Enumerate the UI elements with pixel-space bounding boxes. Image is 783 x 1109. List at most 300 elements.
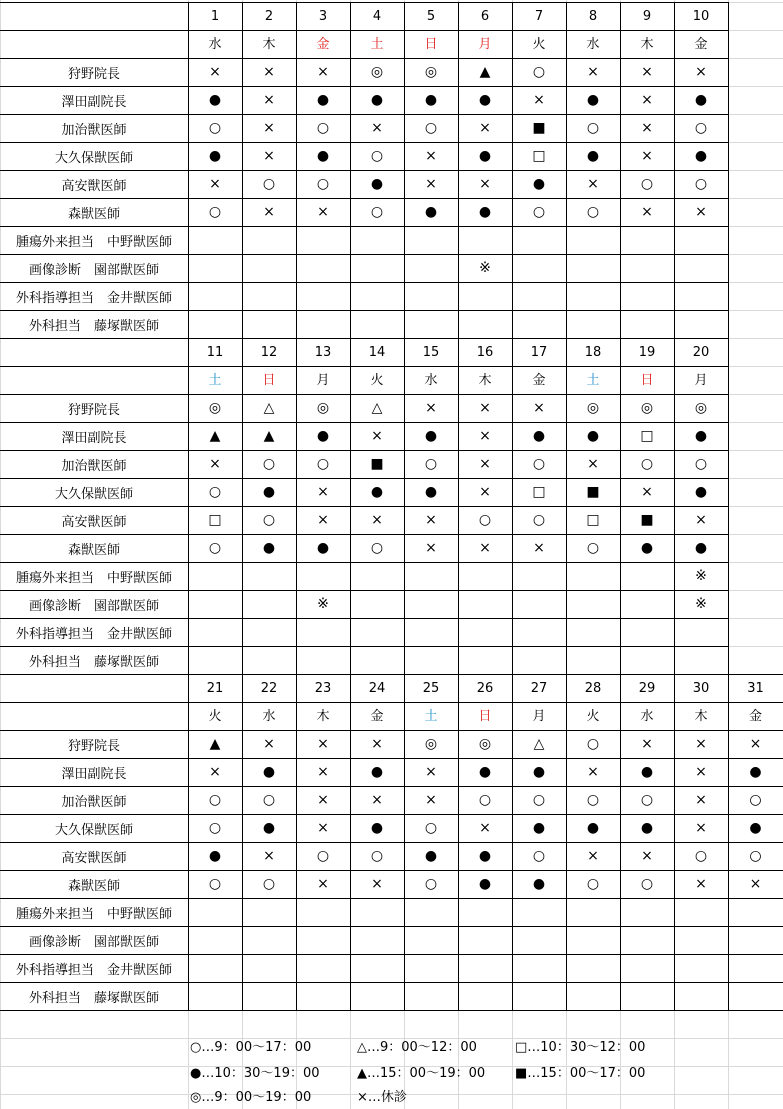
grid-line <box>0 870 783 871</box>
schedule-mark: × <box>641 64 653 80</box>
schedule-mark: ● <box>694 484 708 500</box>
schedule-mark: ○ <box>532 204 546 220</box>
schedule-mark: ● <box>532 428 546 444</box>
day-number: 3 <box>318 8 328 24</box>
grid-line <box>0 926 783 927</box>
schedule-mark: × <box>263 848 275 864</box>
day-number: 21 <box>206 680 224 696</box>
grid-line <box>0 646 728 647</box>
schedule-mark: ○ <box>316 120 330 136</box>
schedule-mark: ○ <box>586 204 600 220</box>
grid-line <box>0 786 783 787</box>
schedule-mark: × <box>479 456 491 472</box>
schedule-mark: × <box>749 876 762 892</box>
weekday-label: 火 <box>532 36 546 52</box>
grid-line <box>0 366 728 367</box>
schedule-mark: ◎ <box>424 736 438 752</box>
schedule-mark: □ <box>208 512 222 528</box>
grid-line <box>0 758 783 759</box>
schedule-mark: ● <box>532 820 546 836</box>
grid-line <box>0 618 728 619</box>
schedule-mark: ○ <box>532 64 546 80</box>
grid-line <box>350 2 351 338</box>
schedule-mark: ○ <box>208 792 222 808</box>
grid-line <box>728 338 729 674</box>
legend-item: ○…9：00～17：00 <box>190 1039 312 1055</box>
schedule-mark: ○ <box>478 512 492 528</box>
grid-line <box>0 170 728 171</box>
schedule-mark: ○ <box>749 848 762 864</box>
schedule-mark: ○ <box>262 512 276 528</box>
day-number: 6 <box>480 8 490 24</box>
schedule-mark: × <box>479 428 491 444</box>
staff-name: 高安獣医師 <box>61 178 127 194</box>
grid-line <box>0 898 783 899</box>
weekday-label: 木 <box>316 708 330 724</box>
grid-line <box>0 562 728 563</box>
schedule-mark: ○ <box>262 792 276 808</box>
schedule-mark: × <box>263 204 275 220</box>
staff-name: 大久保獣医師 <box>54 150 133 166</box>
schedule-mark: ● <box>586 820 600 836</box>
schedule-mark: × <box>641 92 653 108</box>
staff-name: 高安獣医師 <box>61 850 127 866</box>
grid-line <box>0 226 728 227</box>
staff-name: 澤田副院長 <box>61 430 127 446</box>
schedule-mark: ○ <box>208 540 222 556</box>
day-number: 2 <box>264 8 274 24</box>
schedule-mark: ▲ <box>209 736 221 752</box>
grid-line <box>404 2 405 338</box>
day-number: 15 <box>422 344 440 360</box>
staff-name: 加治獣医師 <box>61 122 127 138</box>
day-number: 20 <box>692 344 710 360</box>
grid-line <box>674 338 675 674</box>
specialist-name: 外科担当 藤塚獣医師 <box>28 654 159 670</box>
schedule-mark: × <box>641 848 653 864</box>
grid-line <box>0 478 728 479</box>
weekday-label: 月 <box>532 708 546 724</box>
grid-line <box>0 814 783 815</box>
weekday-label: 月 <box>694 372 708 388</box>
schedule-mark: ● <box>586 92 600 108</box>
schedule-mark: ○ <box>370 204 384 220</box>
schedule-mark: ○ <box>640 876 654 892</box>
schedule-mark: × <box>425 400 437 416</box>
weekday-label: 金 <box>316 36 330 52</box>
schedule-mark: ○ <box>478 792 492 808</box>
schedule-mark: ● <box>424 848 438 864</box>
schedule-mark: □ <box>532 484 546 500</box>
schedule-mark: × <box>479 484 491 500</box>
schedule-mark: ● <box>532 764 546 780</box>
grid-line <box>188 674 189 1010</box>
grid-line <box>0 198 728 199</box>
day-number: 24 <box>368 680 386 696</box>
schedule-mark: × <box>317 820 329 836</box>
weekday-label: 金 <box>532 372 546 388</box>
schedule-mark: ■ <box>532 120 546 136</box>
staff-name: 大久保獣医師 <box>54 486 133 502</box>
schedule-mark: ◎ <box>208 400 222 416</box>
schedule-mark: ● <box>370 764 384 780</box>
staff-name: 森獣医師 <box>67 542 120 558</box>
grid-line <box>566 674 567 1010</box>
schedule-mark: ▲ <box>479 64 491 80</box>
schedule-mark: ○ <box>208 120 222 136</box>
day-number: 4 <box>372 8 382 24</box>
weekday-label: 土 <box>586 372 600 388</box>
schedule-mark: ● <box>316 92 330 108</box>
weekday-label: 木 <box>262 36 276 52</box>
schedule-mark: ○ <box>694 456 708 472</box>
grid-line <box>566 338 567 674</box>
specialist-name: 画像診断 園部獣医師 <box>28 262 159 278</box>
day-number: 5 <box>426 8 436 24</box>
schedule-mark: ● <box>478 148 492 164</box>
schedule-mark: ● <box>208 848 222 864</box>
grid-line <box>458 338 459 674</box>
day-number: 27 <box>530 680 548 696</box>
day-number: 31 <box>747 680 764 696</box>
schedule-mark: × <box>209 64 221 80</box>
schedule-mark: ● <box>262 540 276 556</box>
grid-line <box>0 282 728 283</box>
schedule-mark: ● <box>262 484 276 500</box>
schedule-mark: ○ <box>316 848 330 864</box>
schedule-mark: ◎ <box>694 400 708 416</box>
special-mark: ※ <box>695 568 707 584</box>
schedule-mark: □ <box>532 148 546 164</box>
schedule-mark: ● <box>424 92 438 108</box>
legend-item: ◎…9：00～19：00 <box>190 1089 312 1105</box>
grid-line <box>0 730 783 731</box>
schedule-mark: ○ <box>316 176 330 192</box>
schedule-mark: ○ <box>749 792 762 808</box>
grid-line <box>0 702 783 703</box>
schedule-mark: ● <box>478 764 492 780</box>
grid-line <box>512 2 513 338</box>
grid-line <box>0 674 783 675</box>
grid-line <box>620 674 621 1010</box>
schedule-mark: × <box>641 736 653 752</box>
schedule-mark: × <box>587 64 599 80</box>
day-number: 12 <box>260 344 278 360</box>
day-number: 23 <box>314 680 332 696</box>
grid-line <box>674 2 675 338</box>
day-number: 9 <box>642 8 652 24</box>
schedule-mark: ○ <box>424 876 438 892</box>
weekday-label: 土 <box>370 36 384 52</box>
schedule-mark: × <box>479 176 491 192</box>
schedule-mark: ● <box>640 764 654 780</box>
schedule-mark: × <box>695 512 707 528</box>
schedule-mark: × <box>209 456 221 472</box>
schedule-mark: × <box>695 204 707 220</box>
schedule-mark: ○ <box>208 820 222 836</box>
schedule-mark: ◎ <box>424 64 438 80</box>
staff-name: 大久保獣医師 <box>54 822 133 838</box>
schedule-mark: × <box>317 876 329 892</box>
weekday-label: 火 <box>586 708 600 724</box>
grid-line <box>296 338 297 674</box>
schedule-mark: × <box>641 148 653 164</box>
schedule-mark: × <box>587 456 599 472</box>
schedule-mark: ◎ <box>316 400 330 416</box>
schedule-mark: ● <box>424 484 438 500</box>
weekday-label: 水 <box>262 708 276 724</box>
schedule-mark: ◎ <box>370 64 384 80</box>
schedule-mark: ○ <box>640 176 654 192</box>
day-number: 10 <box>692 8 710 24</box>
schedule-mark: × <box>317 484 329 500</box>
schedule-mark: ◎ <box>640 400 654 416</box>
schedule-mark: ● <box>640 540 654 556</box>
staff-name: 澤田副院長 <box>61 766 127 782</box>
weekday-label: 水 <box>208 36 222 52</box>
schedule-mark: × <box>533 540 545 556</box>
schedule-mark: ▲ <box>263 428 275 444</box>
schedule-mark: ● <box>316 148 330 164</box>
schedule-mark: × <box>425 540 437 556</box>
grid-line <box>0 394 728 395</box>
schedule-mark: × <box>479 120 491 136</box>
special-mark: ※ <box>317 596 329 612</box>
schedule-mark: ○ <box>316 456 330 472</box>
schedule-mark: × <box>317 204 329 220</box>
schedule-mark: ● <box>749 820 762 836</box>
day-number: 19 <box>638 344 656 360</box>
grid-line <box>566 2 567 338</box>
schedule-mark: ○ <box>640 792 654 808</box>
schedule-mark: × <box>317 512 329 528</box>
staff-name: 狩野院長 <box>67 738 120 754</box>
schedule-mark: × <box>371 792 383 808</box>
grid-line <box>0 30 728 31</box>
schedule-mark: ● <box>749 764 762 780</box>
weekday-label: 水 <box>586 36 600 52</box>
schedule-mark: □ <box>640 428 654 444</box>
grid-line <box>0 114 728 115</box>
weekday-label: 木 <box>478 372 492 388</box>
grid-line <box>620 338 621 674</box>
schedule-mark: ○ <box>370 540 384 556</box>
weekday-label: 水 <box>640 708 654 724</box>
schedule-mark: ○ <box>262 876 276 892</box>
grid-line <box>296 674 297 1010</box>
schedule-mark: × <box>371 120 383 136</box>
schedule-mark: ● <box>316 428 330 444</box>
day-number: 28 <box>584 680 602 696</box>
staff-name: 狩野院長 <box>67 66 120 82</box>
weekday-label: 水 <box>424 372 438 388</box>
schedule-mark: ◎ <box>478 736 492 752</box>
schedule-mark: ○ <box>208 876 222 892</box>
schedule-mark: ○ <box>208 484 222 500</box>
staff-name: 森獣医師 <box>67 206 120 222</box>
grid-line <box>350 338 351 674</box>
schedule-mark: ● <box>478 848 492 864</box>
schedule-mark: ● <box>694 92 708 108</box>
schedule-mark: × <box>695 764 707 780</box>
schedule-mark: × <box>263 736 275 752</box>
schedule-mark: × <box>425 148 437 164</box>
schedule-mark: ○ <box>424 456 438 472</box>
day-number: 29 <box>638 680 656 696</box>
grid-line <box>620 2 621 338</box>
schedule-mark: × <box>425 512 437 528</box>
special-mark: ※ <box>695 596 707 612</box>
schedule-mark: ○ <box>424 120 438 136</box>
schedule-mark: ● <box>370 176 384 192</box>
day-number: 7 <box>534 8 544 24</box>
day-number: 30 <box>692 680 710 696</box>
schedule-mark: × <box>695 736 707 752</box>
schedule-mark: × <box>371 876 383 892</box>
specialist-name: 画像診断 園部獣医師 <box>28 598 159 614</box>
grid-line <box>0 2 728 3</box>
schedule-mark: × <box>533 92 545 108</box>
schedule-mark: × <box>317 64 329 80</box>
schedule-mark: ● <box>262 820 276 836</box>
schedule-mark: ○ <box>586 876 600 892</box>
grid-line <box>0 1010 783 1011</box>
grid-line <box>728 674 729 1010</box>
schedule-mark: × <box>425 792 437 808</box>
day-number: 26 <box>476 680 494 696</box>
schedule-mark: ● <box>424 204 438 220</box>
weekday-label: 土 <box>208 372 222 388</box>
schedule-mark: × <box>695 876 707 892</box>
schedule-mark: ● <box>478 876 492 892</box>
schedule-mark: × <box>641 120 653 136</box>
schedule-mark: ○ <box>532 792 546 808</box>
grid-line <box>296 2 297 338</box>
grid-line <box>458 674 459 1010</box>
grid-line <box>242 338 243 674</box>
schedule-mark: × <box>641 204 653 220</box>
legend-item: □…10：30～12：00 <box>515 1039 646 1055</box>
schedule-mark: ○ <box>586 736 600 752</box>
day-number: 1 <box>210 8 220 24</box>
weekday-label: 月 <box>478 36 492 52</box>
legend-item: ●…10：30～19：00 <box>190 1065 320 1081</box>
schedule-mark: ● <box>694 148 708 164</box>
specialist-name: 外科担当 藤塚獣医師 <box>28 318 159 334</box>
grid-line <box>0 254 728 255</box>
grid-line <box>674 674 675 1010</box>
staff-name: 澤田副院長 <box>61 94 127 110</box>
schedule-mark: ○ <box>532 456 546 472</box>
schedule-mark: × <box>425 764 437 780</box>
schedule-mark: ● <box>262 764 276 780</box>
schedule-mark: × <box>479 820 491 836</box>
specialist-name: 画像診断 園部獣医師 <box>28 934 159 950</box>
grid-line <box>188 2 189 338</box>
day-number: 13 <box>314 344 332 360</box>
day-number: 16 <box>476 344 494 360</box>
grid-line <box>0 842 783 843</box>
weekday-label: 日 <box>640 372 654 388</box>
weekday-label: 木 <box>640 36 654 52</box>
schedule-mark: ● <box>586 148 600 164</box>
day-number: 8 <box>588 8 598 24</box>
weekday-label: 火 <box>370 372 384 388</box>
schedule-mark: △ <box>263 400 275 416</box>
schedule-mark: ● <box>424 428 438 444</box>
schedule-mark: △ <box>371 400 383 416</box>
weekday-label: 金 <box>694 36 708 52</box>
schedule-mark: ● <box>586 428 600 444</box>
schedule-mark: ▲ <box>209 428 221 444</box>
specialist-name: 腫瘍外来担当 中野獣医師 <box>15 234 172 250</box>
weekday-label: 土 <box>424 708 438 724</box>
weekday-label: 日 <box>262 372 276 388</box>
schedule-mark: × <box>587 764 599 780</box>
schedule-mark: × <box>425 176 437 192</box>
schedule-mark: ■ <box>370 456 384 472</box>
schedule-mark: ● <box>370 92 384 108</box>
staff-name: 加治獣医師 <box>61 458 127 474</box>
schedule-mark: ○ <box>586 540 600 556</box>
grid-line <box>404 674 405 1010</box>
schedule-mark: ○ <box>694 176 708 192</box>
schedule-mark: × <box>587 176 599 192</box>
schedule-mark: ■ <box>586 484 600 500</box>
schedule-mark: × <box>209 176 221 192</box>
day-number: 18 <box>584 344 602 360</box>
legend-item: ×…休診 <box>357 1089 407 1105</box>
schedule-mark: × <box>641 484 653 500</box>
grid-line <box>728 2 729 338</box>
grid-line <box>0 450 728 451</box>
grid-line <box>512 674 513 1010</box>
schedule-mark: ● <box>370 820 384 836</box>
specialist-name: 外科担当 藤塚獣医師 <box>28 990 159 1006</box>
schedule-mark: ○ <box>694 848 708 864</box>
schedule-mark: ○ <box>586 792 600 808</box>
schedule-mark: ○ <box>532 848 546 864</box>
grid-line <box>188 338 189 674</box>
specialist-name: 外科指導担当 金井獣医師 <box>15 626 172 642</box>
schedule-mark: ● <box>370 484 384 500</box>
grid-line <box>0 982 783 983</box>
schedule-mark: ● <box>532 176 546 192</box>
schedule-mark: × <box>263 92 275 108</box>
schedule-mark: ● <box>640 820 654 836</box>
schedule-mark: × <box>263 64 275 80</box>
schedule-mark: × <box>695 64 707 80</box>
grid-line <box>350 674 351 1010</box>
schedule-mark: ● <box>478 204 492 220</box>
staff-name: 加治獣医師 <box>61 794 127 810</box>
grid-line <box>242 674 243 1010</box>
schedule-mark: × <box>587 848 599 864</box>
schedule-mark: ● <box>208 148 222 164</box>
schedule-mark: × <box>479 400 491 416</box>
weekday-label: 火 <box>208 708 222 724</box>
schedule-mark: ● <box>694 540 708 556</box>
weekday-label: 金 <box>370 708 384 724</box>
grid-line <box>0 590 728 591</box>
schedule-mark: ● <box>208 92 222 108</box>
day-number: 25 <box>422 680 440 696</box>
specialist-name: 腫瘍外来担当 中野獣医師 <box>15 570 172 586</box>
schedule-mark: ● <box>316 540 330 556</box>
grid-line <box>458 2 459 338</box>
schedule-mark: ○ <box>370 148 384 164</box>
day-number: 22 <box>260 680 278 696</box>
